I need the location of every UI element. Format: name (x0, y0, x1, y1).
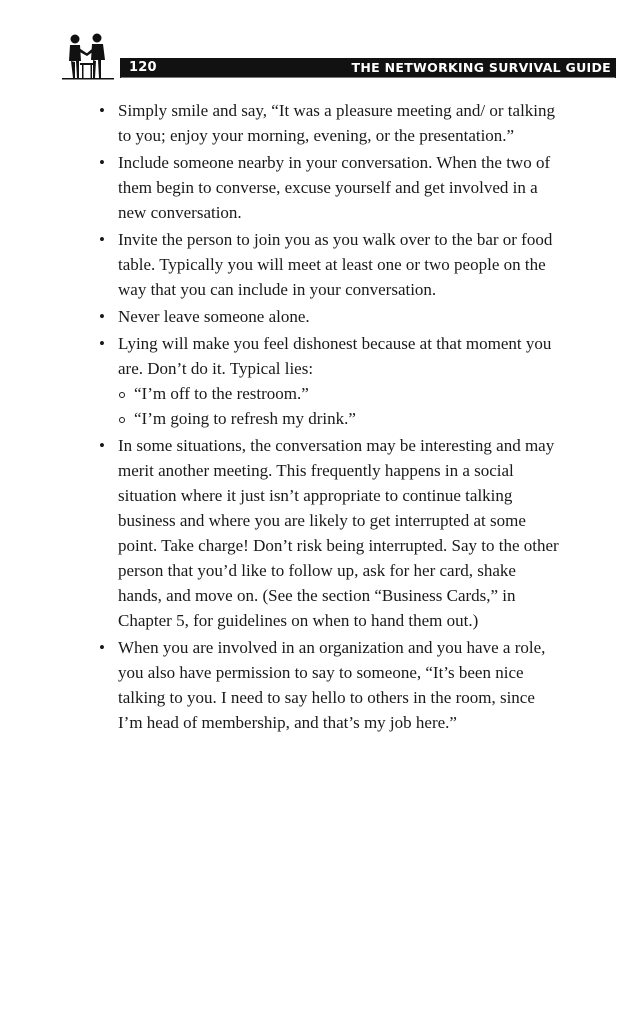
bullet-text: Never leave someone alone. (118, 307, 310, 326)
bullet-text: In some situations, the conversation may be interesting and may merit another meeting. This frequently happens in a social situation where it just isn’t appropriate to continue talking business and where you are likely to get interrupted at some point. Take charge! Don’t risk being interrupted. Say to the other person that you’d like to follow up, ask for her card, shake hands, and move on. (See the section “Business Cards,” in Chapter 5, for guidelines on when to hand them out.) (118, 436, 559, 630)
bullet-list (98, 98, 560, 735)
bullet-text: When you are involved in an organization and you have a role, you also have permission to say to someone, “It’s been nice talking to you. I need to say hello to others in the room, since I’m head of membership, and that’s my job here.” (118, 638, 546, 732)
sub-list-item (118, 406, 560, 431)
header-bar (120, 58, 616, 78)
bullet-text: Invite the person to join you as you walk over to the bar or food table. Typically you will meet at least one or two people on the way that you can include in your conversation. (118, 230, 553, 299)
list-item (98, 227, 560, 302)
list-item (98, 150, 560, 225)
sub-list-item (118, 381, 560, 406)
sub-item-text: “I’m off to the restroom.” (134, 384, 309, 403)
handshake-icon (58, 30, 118, 80)
sub-item-text: “I’m going to refresh my drink.” (134, 409, 356, 428)
running-title: THE NETWORKING SURVIVAL GUIDE (351, 60, 611, 75)
list-item (98, 433, 560, 633)
page-header (58, 30, 611, 80)
bullet-text: Simply smile and say, “It was a pleasure meeting and/ or talking to you; enjoy your morning, evening, or the presentation.” (118, 101, 556, 145)
list-item (98, 304, 560, 329)
sub-list (118, 381, 560, 431)
body-text (98, 98, 560, 737)
list-item (98, 98, 560, 148)
list-item (98, 635, 560, 735)
page-number: 120 (129, 60, 157, 75)
bullet-text: Lying will make you feel dishonest because at that moment you are. Don’t do it. Typical lies: (118, 334, 552, 378)
bullet-text: Include someone nearby in your conversation. When the two of them begin to converse, excuse yourself and get involved in a new conversation. (118, 153, 551, 222)
list-item (98, 331, 560, 431)
